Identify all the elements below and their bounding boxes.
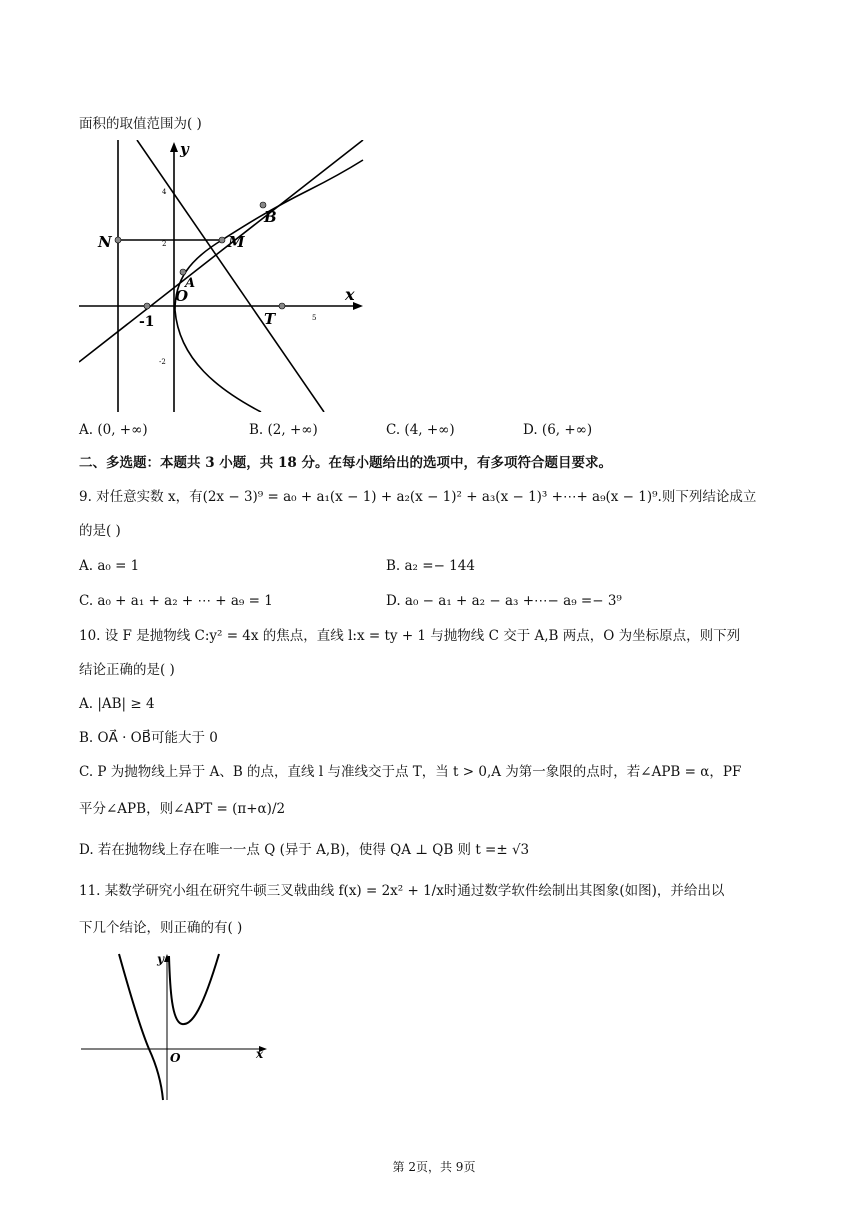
right-branch-curve [169, 954, 219, 1024]
point-neg1 [144, 303, 150, 309]
y-axis-arrow [170, 142, 178, 152]
label-y: y [157, 952, 164, 966]
label-neg1: -1 [139, 314, 155, 330]
q8-option-a: A. (0, +∞) [79, 422, 148, 438]
q9-stem-line1: 9. 对任意实数 x，有(2x − 3)⁹ = a₀ + a₁(x − 1) + a₂(x − 1)² + a₃(x − 1)³ +⋯+ a₉(x − 1)⁹.则下列结论成立 [79, 489, 757, 505]
q8-option-c: C. (4, +∞) [386, 422, 455, 438]
parabola-curve [175, 160, 363, 412]
left-branch-curve [119, 954, 163, 1100]
q10-option-d: D. 若在抛物线上存在唯一一点 Q (异于 A,B)，使得 QA ⊥ QB 则 t =± √3 [79, 842, 530, 858]
q10-stem-line1: 10. 设 F 是抛物线 C:y² = 4x 的焦点，直线 l:x = ty + 1 与抛物线 C 交于 A,B 两点，O 为坐标原点，则下列 [79, 628, 741, 644]
q11-trident-figure [79, 950, 279, 1102]
q8-option-d: D. (6, +∞) [523, 422, 593, 438]
label-B: B [264, 208, 277, 226]
point-M [219, 237, 225, 243]
point-N [115, 237, 121, 243]
q10-option-c-line2: 平分∠APB，则∠APT = (π+α)/2 [79, 801, 286, 817]
label-A: A [185, 276, 196, 291]
q9-option-d: D. a₀ − a₁ + a₂ − a₃ +⋯− a₉ =− 3⁹ [386, 593, 622, 609]
line-BT [137, 140, 324, 412]
point-A [180, 269, 186, 275]
q8-parabola-figure [79, 140, 365, 412]
tick-y4: 4 [162, 188, 167, 196]
q10-option-c-line1: C. P 为抛物线上异于 A、B 的点，直线 l 与准线交于点 T，当 t > 0,A 为第一象限的点时，若∠APB = α，PF [79, 764, 742, 780]
q10-option-b: B. OA⃗ · OB⃗可能大于 0 [79, 730, 218, 746]
q10-option-a: A. |AB| ≥ 4 [79, 696, 155, 712]
q9-option-b: B. a₂ =− 144 [386, 558, 475, 574]
q8-option-b: B. (2, +∞) [249, 422, 318, 438]
q10-stem-line2: 结论正确的是( ) [79, 662, 175, 678]
label-N: N [98, 233, 112, 251]
tick-x5: 5 [312, 314, 317, 322]
q11-stem-line1: 11. 某数学研究小组在研究牛顿三叉戟曲线 f(x) = 2x² + 1/x时通过数学软件绘制出其图象(如图)，并给出以 [79, 883, 725, 899]
label-O: O [170, 1051, 181, 1065]
intro-line: 面积的取值范围为( ) [79, 116, 202, 132]
point-T [279, 303, 285, 309]
tick-yneg2: -2 [159, 358, 166, 366]
section-heading: 二、多选题：本题共 3 小题，共 18 分。在每小题给出的选项中，有多项符合题目要求。 [79, 455, 612, 471]
label-x: x [256, 1047, 264, 1061]
line-through-neg1 [79, 140, 363, 362]
page-footer: 第 2页，共 9页 [392, 1160, 476, 1174]
label-x: x [345, 285, 355, 304]
tick-y2: 2 [162, 240, 167, 248]
q9-option-a: A. a₀ = 1 [79, 558, 140, 574]
q11-stem-line2: 下几个结论，则正确的有( ) [79, 920, 243, 936]
q9-stem-line2: 的是( ) [79, 523, 121, 539]
label-M: M [228, 233, 245, 251]
label-y: y [180, 140, 189, 158]
label-O: O [175, 287, 189, 305]
q9-option-c: C. a₀ + a₁ + a₂ + ⋯ + a₉ = 1 [79, 593, 273, 609]
label-T: T [264, 310, 276, 328]
